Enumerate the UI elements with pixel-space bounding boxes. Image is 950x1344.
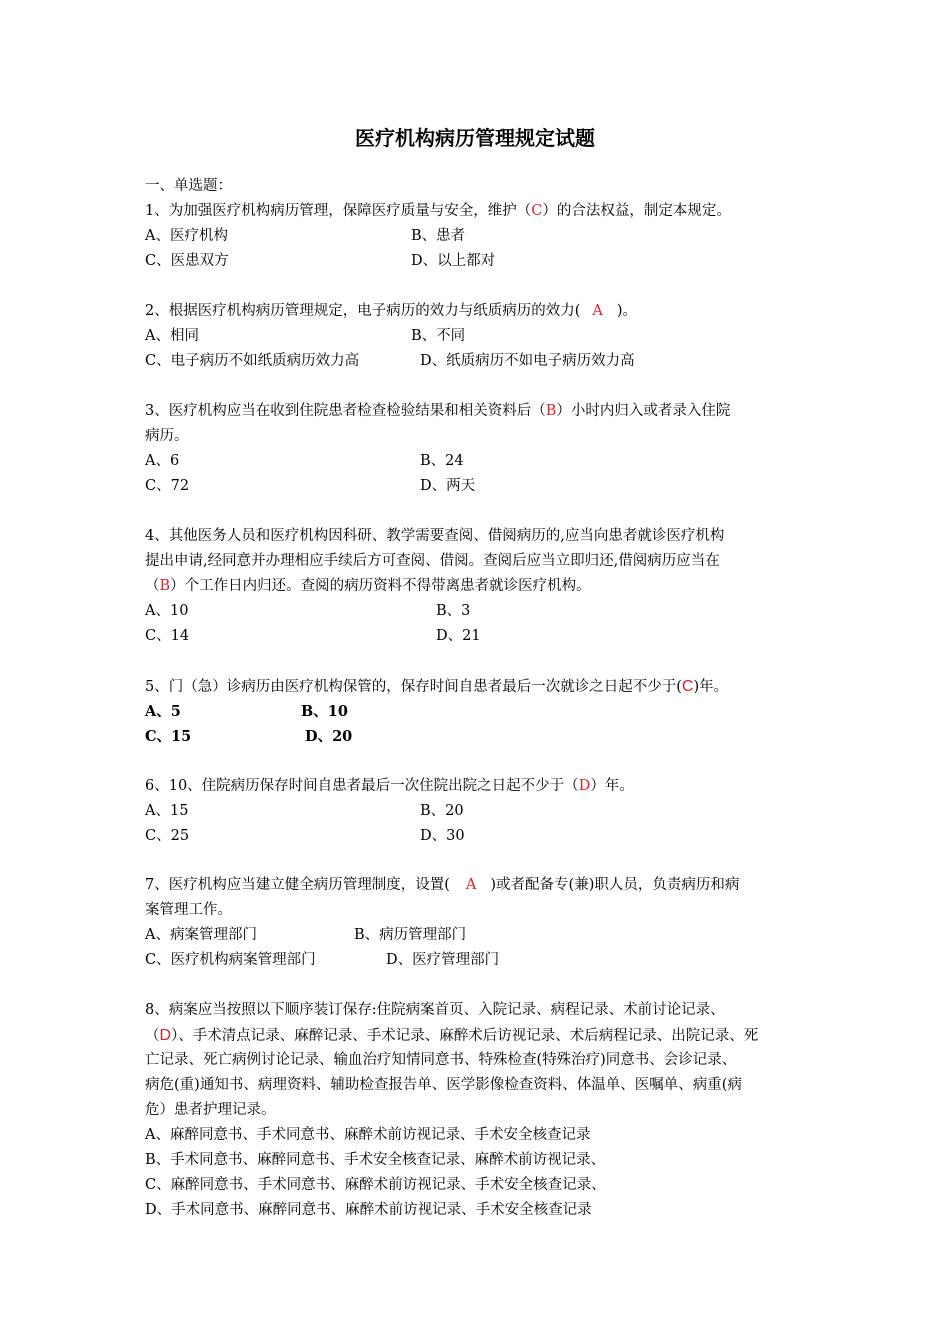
q2-option-b: B、不同 [411,328,466,344]
page-title: 医疗机构病历管理规定试题 [355,126,595,150]
question-7: 7、医疗机构应当建立健全病历管理制度，设置( A )或者配备专(兼)职人员，负责病历和病 [145,877,740,893]
answer-2: A [592,303,603,319]
q2-option-d: D、纸质病历不如电子病历效力高 [420,353,635,369]
answer-1: C [531,203,543,219]
question-8: 8、病案应当按照以下顺序装订保存:住院病案首页、入院记录、病程记录、术前讨论记录、 [145,1002,725,1018]
q1-option-d: D、以上都对 [411,253,496,269]
q4-option-c: C、14 [145,628,190,644]
q3-option-c: C、72 [145,478,190,494]
q6-option-b: B、20 [420,803,464,819]
q1-option-c: C、医患双方 [145,253,229,269]
question-1: 1、为加强医疗机构病历管理，保障医疗质量与安全，维护（C）的合法权益，制定本规定。 [145,203,731,219]
question-4-cont-1: 提出申请,经同意并办理相应手续后方可查阅、借阅。查阅后应当立即归还,借阅病历应当在 [145,553,720,569]
q8-option-d: D、手术同意书、麻醉同意书、麻醉术前访视记录、手术安全核查记录 [145,1202,592,1218]
q8-option-c: C、麻醉同意书、手术同意书、麻醉术前访视记录、手术安全核查记录、 [145,1177,606,1193]
q4-option-d: D、21 [436,628,481,644]
q2-option-c: C、电子病历不如纸质病历效力高 [145,353,360,369]
q7-option-c: C、医疗机构病案管理部门 [145,952,316,968]
answer-5: C [681,678,694,695]
section-heading: 一、单选题： [145,178,232,194]
question-3: 3、医疗机构应当在收到住院患者检查检验结果和相关资料后（B）小时内归入或者录入住院 [145,403,731,419]
q2-option-a: A、相同 [145,328,199,344]
question-8-cont-2: 亡记录、死亡病例讨论记录、输血治疗知情同意书、特殊检查(特殊治疗)同意书、会诊记录、 [145,1052,737,1068]
q7-option-a: A、病案管理部门 [145,927,257,943]
q6-option-d: D、30 [420,828,465,844]
question-2: 2、根据医疗机构病历管理规定，电子病历的效力与纸质病历的效力( A )。 [145,303,638,319]
q6-option-a: A、15 [145,803,189,819]
question-8-cont-1: （D）、手术清点记录、麻醉记录、手术记录、麻醉术后访视记录、术后病程记录、出院记录、死 [145,1027,759,1044]
answer-3: B [545,403,557,419]
q5-option-a: A、5 [145,703,181,720]
question-7-cont: 案管理工作。 [145,902,232,918]
q3-option-b: B、24 [420,453,464,469]
question-8-cont-3: 病危(重)通知书、病理资料、辅助检查报告单、医学影像检查资料、体温单、医嘱单、病重(病 [145,1077,742,1093]
question-6: 6、10、住院病历保存时间自患者最后一次住院出院之日起不少于（D）年。 [145,778,634,794]
question-4-cont-2: （B）个工作日内归还。查阅的病历资料不得带离患者就诊医疗机构。 [145,578,591,594]
question-5: 5、门（急）诊病历由医疗机构保管的，保存时间自患者最后一次就诊之日起不少于(C)年。 [145,678,729,695]
q5-option-c: C、15 [145,728,192,745]
answer-6: D [578,778,591,794]
q7-option-b: B、病历管理部门 [354,927,467,943]
answer-4: B [159,578,171,594]
q3-option-a: A、6 [145,453,180,469]
q8-option-b: B、手术同意书、麻醉同意书、手术安全核查记录、麻醉术前访视记录、 [145,1152,606,1168]
q5-option-d: D、20 [305,728,353,745]
q1-option-a: A、医疗机构 [145,228,228,244]
q7-option-d: D、医疗管理部门 [386,952,500,968]
q3-option-d: D、两天 [420,478,476,494]
question-3-cont: 病历。 [145,428,189,444]
q8-option-a: A、麻醉同意书、手术同意书、麻醉术前访视记录、手术安全核查记录 [145,1127,591,1143]
q6-option-c: C、25 [145,828,190,844]
q1-option-b: B、患者 [411,228,466,244]
answer-8: D [159,1027,172,1044]
q5-option-b: B、10 [301,703,348,720]
answer-7: A [465,877,477,893]
question-4: 4、其他医务人员和医疗机构因科研、教学需要查阅、借阅病历的,应当向患者就诊医疗机构 [145,528,725,544]
q4-option-a: A、10 [145,603,189,619]
q4-option-b: B、3 [436,603,471,619]
question-8-cont-4: 危）患者护理记录。 [145,1102,276,1118]
